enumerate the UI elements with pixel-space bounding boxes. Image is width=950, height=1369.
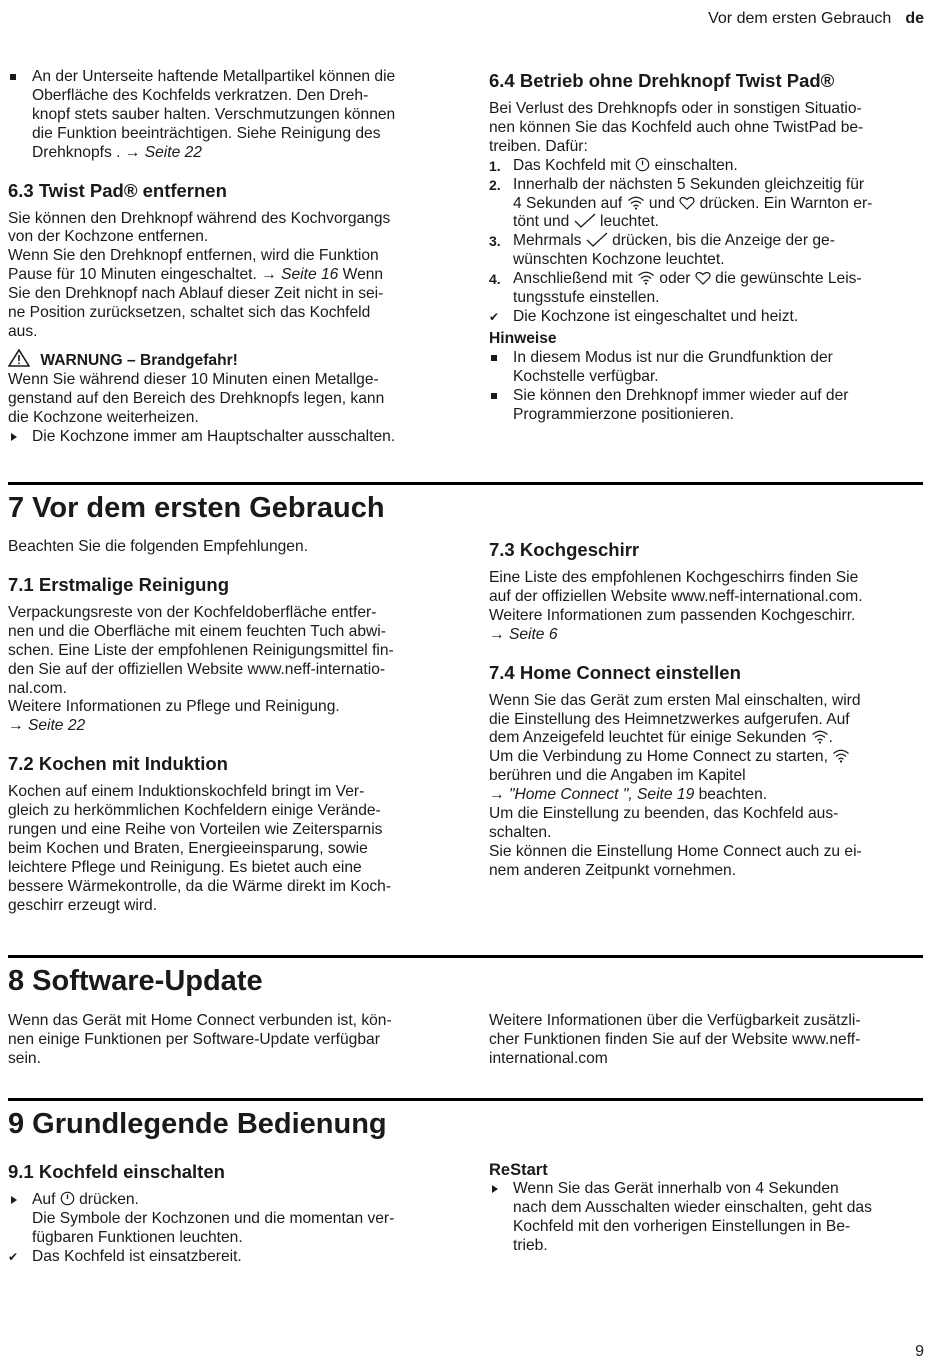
text: drücken, bis die Anzeige der ge- <box>607 232 835 250</box>
warning-title: WARNUNG – Brandgefahr! <box>40 351 238 369</box>
text-line: Programmierzone positionieren. <box>513 405 735 423</box>
text-line: wünschten Kochzone leuchtet. <box>513 251 725 269</box>
text: Drehknopfs . <box>32 143 121 161</box>
text-line: Die Kochzone immer am Hauptschalter ausschalten. <box>32 427 396 445</box>
text-line: Die Kochzone ist eingeschaltet und heizt. <box>513 307 799 325</box>
text-line: An der Unterseite haftende Metallpartikel können die <box>32 68 396 85</box>
section-title: 7.3 Kochgeschirr <box>489 539 640 560</box>
notes-title: Hinweise <box>489 329 557 347</box>
ch7-right-column <box>489 539 926 881</box>
text-line <box>513 213 926 232</box>
text-line: Sie den Drehknopf nach Ablauf dieser Zeit nicht in sei- <box>8 285 384 303</box>
text-line: geschirr erzeugt wird. <box>8 896 158 914</box>
text-line <box>513 157 926 176</box>
wifi-icon <box>637 270 655 285</box>
text: leuchtet. <box>595 213 659 231</box>
chapter-divider <box>8 1098 923 1101</box>
text-line: Oberfläche des Kochfelds verkratzen. Den Dreh- <box>32 86 369 104</box>
section-title: 9.1 Kochfeld einschalten <box>8 1161 225 1182</box>
power-icon <box>635 157 650 172</box>
text-line: Kochen auf einem Induktionskochfeld bringt im Ver- <box>8 783 365 801</box>
chapter-divider <box>8 955 923 958</box>
text-line <box>489 786 926 805</box>
text-line: Beachten Sie die folgenden Empfehlungen. <box>8 538 308 555</box>
arrow-icon: → <box>261 266 277 284</box>
text-line: Wenn das Gerät mit Home Connect verbunden ist, kön- <box>8 1012 392 1029</box>
text-line: die Einstellung des Heimnetzwerkes aufgerufen. Auf <box>489 710 850 728</box>
text-line: nen einige Funktionen per Software-Update verfügbar <box>8 1030 380 1048</box>
text-line <box>32 1191 445 1210</box>
text-line: rungen und eine Reihe von Vorteilen wie Zeitersparnis <box>8 821 383 839</box>
page-number: 9 <box>915 1343 924 1360</box>
text: dem Anzeigefeld leuchtet für einige Sekunden <box>489 729 811 747</box>
text: drücken. <box>74 1191 139 1208</box>
text-line: Weitere Informationen zum passenden Kochgeschirr. <box>489 606 856 624</box>
text-line: nem anderen Zeitpunkt vornehmen. <box>489 861 737 879</box>
text-line: nach dem Ausschalten wieder einschalten, geht das <box>513 1198 872 1216</box>
section-title: 6.4 Betrieb ohne Drehknopf Twist Pad® <box>489 70 835 91</box>
text-line: Innerhalb der nächsten 5 Sekunden gleichzeitig für <box>513 175 865 193</box>
checkmark-icon <box>574 213 596 228</box>
list-item <box>8 68 445 163</box>
text-line: schen. Eine Liste der empfohlenen Reinigungsmittel fin- <box>8 641 394 659</box>
check-icon: ✔ <box>8 1249 19 1264</box>
text: Anschließend mit <box>513 270 637 288</box>
text-line: Bei Verlust des Drehknopfs oder in sonstigen Situatio- <box>489 100 862 117</box>
text-line: aus. <box>8 322 38 340</box>
ch9-left-column <box>8 1161 445 1267</box>
text-line: Wenn Sie das Gerät innerhalb von 4 Sekunden <box>513 1179 839 1197</box>
text-line: Wenn Sie während dieser 10 Minuten einen Metallge- <box>8 370 379 388</box>
text-line: beim Kochen und Braten, Energieeinsparung, sowie <box>8 839 368 857</box>
step-item <box>489 270 926 308</box>
step-item <box>489 232 926 270</box>
checkmark-icon <box>586 232 608 247</box>
ch7-left-column <box>8 538 445 916</box>
text-line: Um die Einstellung zu beenden, das Kochfeld aus- <box>489 805 839 823</box>
text: . <box>828 729 833 747</box>
text-line: den Sie auf der offiziellen Website www.neff-internatio- <box>8 660 386 678</box>
text-line: von der Kochzone entfernen. <box>8 228 209 246</box>
ch9-right-column <box>489 1161 926 1256</box>
ref-text: Seite 22 <box>144 143 202 161</box>
text-line: fügbaren Funktionen leuchten. <box>32 1228 243 1246</box>
text: Mehrmals <box>513 232 586 250</box>
text-line: die Kochzone weiterheizen. <box>8 408 199 426</box>
header-language: de <box>905 10 924 27</box>
top-right-column <box>489 70 926 424</box>
wifi-icon <box>811 729 829 744</box>
text-line: Die Symbole der Kochzonen und die momentan ver- <box>32 1209 395 1227</box>
text: einschalten. <box>650 156 738 174</box>
ref-text: "Home Connect ", Seite 19 <box>508 786 695 804</box>
text-line: Eine Liste des empfohlenen Kochgeschirrs finden Sie <box>489 569 859 586</box>
text-line: bessere Wärmekontrolle, da die Wärme direkt im Koch- <box>8 877 392 895</box>
page-reference[interactable] <box>261 266 338 283</box>
header-title: Vor dem ersten Gebrauch <box>708 10 892 27</box>
text-line <box>489 748 926 767</box>
text-line: treiben. Dafür: <box>489 137 588 155</box>
result-item <box>489 308 926 327</box>
text-line: ne Position zurücksetzen, schaltet sich das Kochfeld <box>8 304 371 322</box>
text: Wenn <box>338 266 384 284</box>
text: und <box>644 194 680 212</box>
text-line: Verpackungsreste von der Kochfeldoberfläche entfer- <box>8 603 377 621</box>
page-reference[interactable] <box>125 144 202 161</box>
text: Pause für 10 Minuten eingeschaltet. <box>8 266 257 284</box>
text-line: knopf stets sauber halten. Verschmutzungen können <box>32 105 396 123</box>
ref-text: Seite 6 <box>508 625 558 643</box>
text: die gewünschte Leis- <box>710 270 862 288</box>
text: tönt und <box>513 213 574 231</box>
top-left-column <box>8 68 445 446</box>
text-line <box>8 266 445 285</box>
text: drücken. Ein Warnton er- <box>695 194 873 212</box>
check-icon: ✔ <box>489 309 500 324</box>
text-line: Wenn Sie den Drehknopf entfernen, wird die Funktion <box>8 247 379 265</box>
text-line: tungsstufe einstellen. <box>513 289 660 307</box>
chapter-divider <box>8 482 923 485</box>
arrow-icon: → <box>124 143 141 161</box>
text: 4 Sekunden auf <box>513 194 627 212</box>
section-title: 7.1 Erstmalige Reinigung <box>8 573 230 595</box>
section-title: 6.3 Twist Pad® entfernen <box>8 179 227 201</box>
heart-icon <box>679 196 695 210</box>
text-line: genstand auf den Bereich des Drehknopfs legen, kann <box>8 389 385 407</box>
text-line: Sie können die Einstellung Home Connect auch zu ei- <box>489 842 862 860</box>
arrow-icon: → <box>489 786 505 804</box>
chapter-title: 8 Software-Update <box>8 965 263 997</box>
text-line: leichtere Pflege und Reinigung. Es bietet auch eine <box>8 858 362 876</box>
ref-text: Seite 22 <box>27 717 86 735</box>
step-number: 2. <box>489 176 501 193</box>
text-line: Kochfeld mit den vorherigen Einstellungen in Be- <box>513 1217 851 1235</box>
step-number: 4. <box>489 271 501 288</box>
page-reference[interactable] <box>489 786 694 803</box>
subsection-title: ReStart <box>489 1161 548 1179</box>
wifi-icon <box>627 195 645 210</box>
power-icon <box>60 1191 75 1206</box>
text-line <box>513 232 926 251</box>
chapter-title: 7 Vor dem ersten Gebrauch <box>8 492 385 524</box>
heart-icon <box>695 271 711 285</box>
warning-heading <box>8 349 445 371</box>
text: beachten. <box>694 786 768 804</box>
action-item <box>489 1180 926 1256</box>
wifi-icon <box>832 748 850 763</box>
text-line: sein. <box>8 1049 41 1067</box>
text-line <box>513 270 926 289</box>
text: Um die Verbindung zu Home Connect zu starten, <box>489 748 833 766</box>
step-item <box>489 157 926 176</box>
text-line <box>489 729 926 748</box>
action-item <box>8 1191 445 1248</box>
page-reference[interactable] <box>489 626 926 645</box>
arrow-icon: → <box>8 717 24 735</box>
text-line: Sie können den Drehknopf während des Kochvorgangs <box>8 209 391 227</box>
text-line: international.com <box>489 1049 608 1067</box>
text-line: nen und die Oberfläche mit einem feuchten Tuch abwi- <box>8 622 386 640</box>
list-item <box>489 387 926 425</box>
step-number: 1. <box>489 157 501 174</box>
text-line: trieb. <box>513 1236 548 1254</box>
text-line: schalten. <box>489 823 552 841</box>
text-line: Weitere Informationen über die Verfügbarkeit zusätzli- <box>489 1012 861 1029</box>
section-title: 7.4 Home Connect einstellen <box>489 661 741 683</box>
text-line: cher Funktionen finden Sie auf der Website www.neff- <box>489 1030 861 1048</box>
text: oder <box>654 270 695 288</box>
text: Auf <box>32 1191 60 1208</box>
chapter-title: 9 Grundlegende Bedienung <box>8 1108 387 1140</box>
text-line: nal.com. <box>8 679 67 697</box>
ref-text: Seite 16 <box>281 266 339 284</box>
text-line <box>32 144 445 163</box>
result-item <box>8 1248 445 1267</box>
warning-icon <box>8 349 30 367</box>
step-item <box>489 176 926 233</box>
text-line: Sie können den Drehknopf immer wieder auf der <box>513 386 849 404</box>
ch8-left-column <box>8 1012 445 1069</box>
section-title: 7.2 Kochen mit Induktion <box>8 753 228 775</box>
arrow-icon: → <box>489 625 505 643</box>
text-line: In diesem Modus ist nur die Grundfunktion der <box>513 348 833 366</box>
text-line: Weitere Informationen zu Pflege und Reinigung. <box>8 698 340 716</box>
text-line: nen können Sie das Kochfeld auch ohne TwistPad be- <box>489 118 864 136</box>
list-item <box>489 349 926 387</box>
page-reference[interactable] <box>8 717 445 736</box>
action-item <box>8 428 445 447</box>
text-line <box>513 195 926 214</box>
text-line: berühren und die Angaben im Kapitel <box>489 767 746 785</box>
text-line: Das Kochfeld ist einsatzbereit. <box>32 1247 242 1265</box>
ch8-right-column <box>489 1012 926 1069</box>
step-number: 3. <box>489 233 501 250</box>
text-line: Wenn Sie das Gerät zum ersten Mal einschalten, wird <box>489 691 861 709</box>
text: Das Kochfeld mit <box>513 156 636 174</box>
text-line: die Funktion beeinträchtigen. Siehe Reinigung des <box>32 124 381 142</box>
running-header <box>708 10 924 28</box>
text-line: auf der offiziellen Website www.neff-international.com. <box>489 587 863 605</box>
text-line: Kochstelle verfügbar. <box>513 367 659 385</box>
text-line: gleich zu herkömmlichen Kochfeldern einige Verände- <box>8 802 381 820</box>
